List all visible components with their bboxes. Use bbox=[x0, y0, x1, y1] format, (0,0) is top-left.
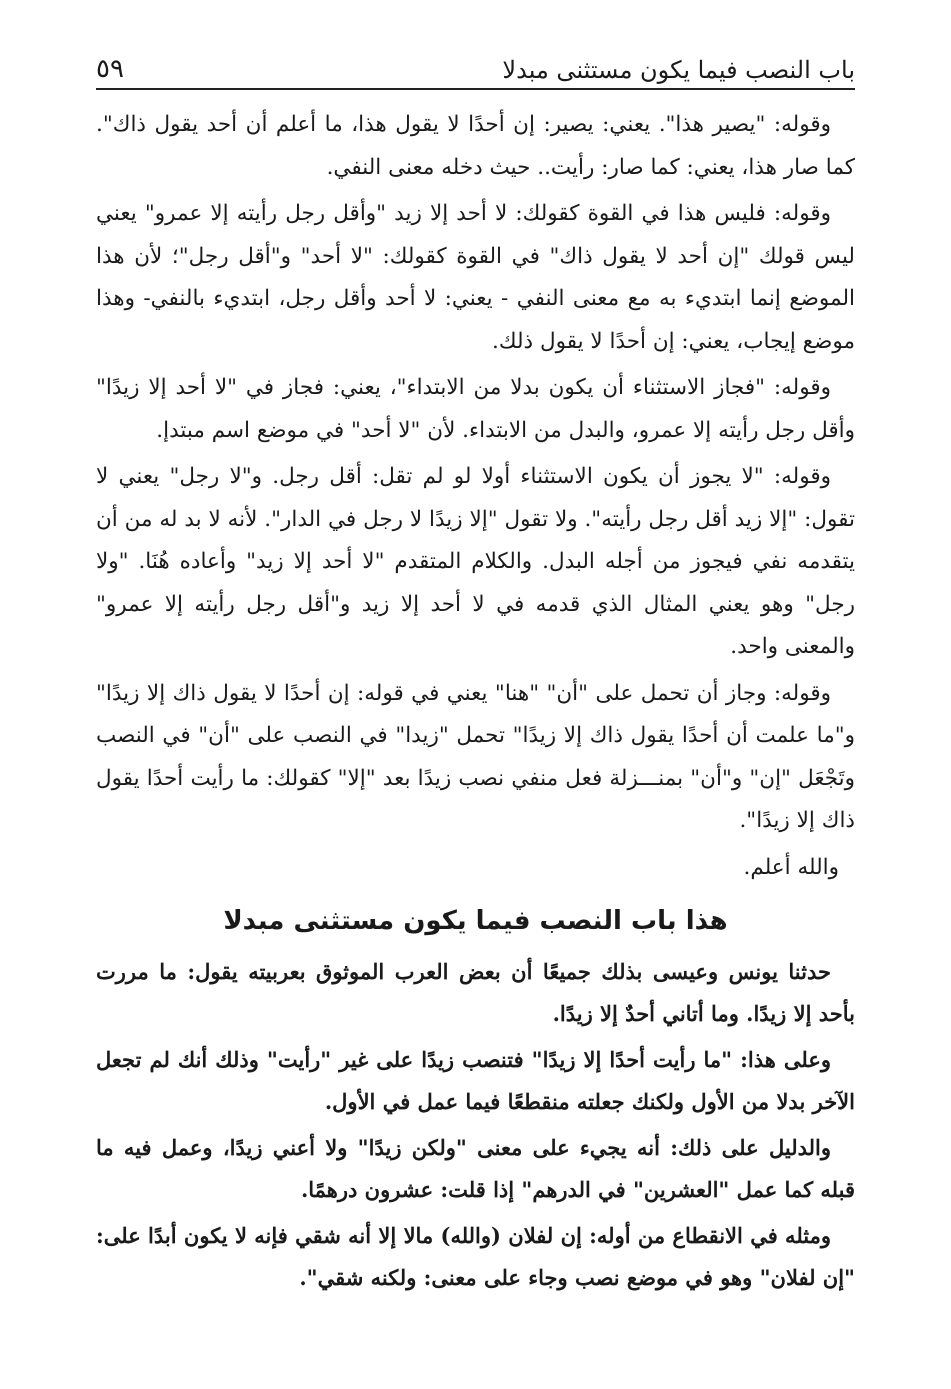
closing-phrase: والله أعلم. bbox=[743, 854, 839, 880]
chapter-paragraph: وعلى هذا: "ما رأيت أحدًا إلا زيدًا" فتنصب زيدًا على غير "رأيت" وذلك أنك لم تجعل الآخر بدلا من الأول ولكنك جعلته منقطعًا فيما عمل في الأول. bbox=[96, 1047, 855, 1114]
commentary-paragraph: وقوله: "فجاز الاستثناء أن يكون بدلا من الابتداء"، يعني: فجاز في "لا أحد إلا زيدًا" وأقل رجل رأيته إلا عمرو، والبدل من الابتداء. لأن "لا أحد" في موضع اسم مبتدإ. bbox=[96, 375, 855, 443]
commentary-paragraph: وقوله: "لا يجوز أن يكون الاستثناء أولا لو لم تقل: أقل رجل. و"لا رجل" يعني لا تقول: "إلا زيد أقل رجل رأيته". ولا تقول "إلا زيدًا لا رجل في الدار". لأنه لا بد له من أن يتقدمه نفي فيجوز من أجله البدل. والكلام المتقدم "لا أحد إلا زيد" وأعاده هُنَا. "ولا رجل" وهو يعني المثال الذي قدمه في لا أحد إلا زيد و"أقل رجل رأيته إلا عمرو" والمعنى واحد. bbox=[96, 464, 855, 659]
commentary-paragraph: وقوله: فليس هذا في القوة كقولك: لا أحد إلا زيد "وأقل رجل رأيته إلا عمرو" يعني ليس قولك "إن أحد لا يقول ذاك" في القوة كقولك: "لا أحد" و"أقل رجل"؛ لأن هذا الموضع إنما ابتديء به مع معنى النفي - يعني: لا أحد وأقل رجل، ابتديء بالنفي- وهذا موضع إيجاب، يعني: إن أحدًا لا يقول ذلك. bbox=[96, 201, 855, 354]
page-body bbox=[96, 104, 855, 1303]
page-header bbox=[96, 44, 855, 90]
chapter-title: هذا باب النصب فيما يكون مستثنى مبدلا bbox=[223, 906, 728, 936]
commentary-paragraph: وقوله: "يصير هذا". يعني: يصير: إن أحدًا لا يقول هذا، ما أعلم أن أحد يقول ذاك". كما صار هذا، يعني: كما صار: رأيت.. حيث دخله معنى النفي. bbox=[96, 112, 855, 180]
chapter-paragraph: ومثله في الانقطاع من أوله: إن لفلان (والله) مالا إلا أنه شقي فإنه لا يكون أبدًا على: "إن لفلان" وهو في موضع نصب وجاء على معنى: ولكنه شقي". bbox=[96, 1223, 855, 1290]
page-number: ٥٩ bbox=[96, 54, 124, 84]
running-title: باب النصب فيما يكون مستثنى مبدلا bbox=[502, 56, 855, 84]
commentary-paragraph: وقوله: وجاز أن تحمل على "أن" "هنا" يعني في قوله: إن أحدًا لا يقول ذاك إلا زيدًا" و"ما علمت أن أحدًا يقول ذاك إلا زيدًا" تحمل "زيدا" في النصب على "أن" في النصب وتَجْعَل "إن" و"أن" بمنـــزلة فعل منفي نصب زيدًا بعد "إلا" كقولك: ما رأيت أحدًا يقول ذاك إلا زيدًا". bbox=[96, 680, 855, 833]
chapter-paragraph: حدثنا يونس وعيسى بذلك جميعًا أن بعض العرب الموثوق بعربيته يقول: ما مررت بأحد إلا زيدًا. وما أتاني أحدٌ إلا زيدًا. bbox=[96, 959, 855, 1026]
chapter-paragraph: والدليل على ذلك: أنه يجيء على معنى "ولكن زيدًا" ولا أعني زيدًا، وعمل فيه ما قبله كما عمل "العشرين" في الدرهم" إذا قلت: عشرون درهمًا. bbox=[96, 1135, 855, 1202]
